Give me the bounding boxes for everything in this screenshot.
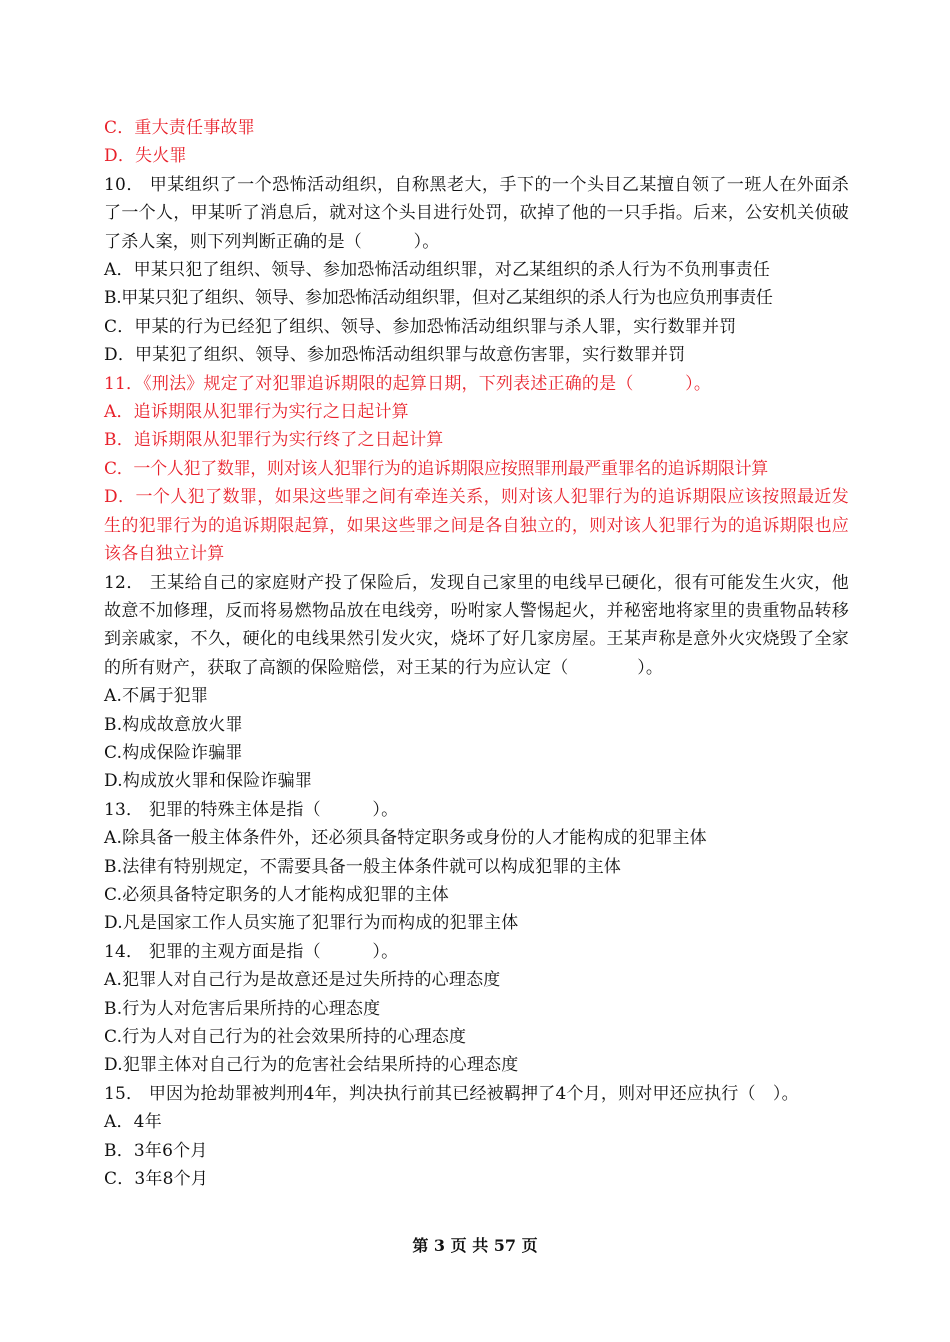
question-stem: 12． 王某给自己的家庭财产投了保险后，发现自己家里的电线早已硬化，很有可能发生火灾，他故意不加修理，反而将易燃物品放在电线旁，吩咐家人警惕起火，并秘密地将家里的贵重物品转移到亲戚家，不久，硬化的电线果然引发火灾，烧坏了好几家房屋。王某声称是意外火灾烧毁了全家的所有财产，获取了高额的保险赔偿，对王某的行为应认定（ ）。 — [104, 572, 849, 678]
option-c: C.必须具备特定职务的人才能构成犯罪的主体 — [104, 884, 450, 905]
page-number-footer: 第 3 页 共 57 页 — [412, 1236, 538, 1255]
question-11 — [104, 370, 849, 569]
option-b: B.构成故意放火罪 — [104, 714, 243, 735]
question-15 — [104, 1080, 849, 1194]
question-12 — [104, 569, 849, 796]
option-c: C．一个人犯了数罪，则对该人犯罪行为的追诉期限应按照罪刑最严重罪名的追诉期限计算 — [104, 458, 769, 479]
option-d: D．甲某犯了组织、领导、参加恐怖活动组织罪与故意伤害罪，实行数罪并罚 — [104, 345, 686, 366]
option-a: A.除具备一般主体条件外，还必须具备特定职务或身份的人才能构成的犯罪主体 — [104, 828, 707, 849]
option-d: D.凡是国家工作人员实施了犯罪行为而构成的犯罪主体 — [104, 913, 519, 934]
option-a: A．4年 — [104, 1112, 162, 1133]
option-c: C．3年8个月 — [104, 1169, 209, 1190]
option-b: B．追诉期限从犯罪行为实行终了之日起计算 — [104, 430, 444, 451]
question-14 — [104, 938, 849, 1080]
option-b: B.甲某只犯了组织、领导、参加恐怖活动组织罪，但对乙某组织的杀人行为也应负刑事责任 — [104, 288, 773, 309]
option-d: D．失火罪 — [104, 146, 187, 167]
option-c: C．甲某的行为已经犯了组织、领导、参加恐怖活动组织罪与杀人罪，实行数罪并罚 — [104, 316, 737, 337]
question-stem: 15． 甲因为抢劫罪被判刑4年，判决执行前其已经被羁押了4个月，则对甲还应执行（ ）。 — [104, 1083, 799, 1104]
option-a: A.犯罪人对自己行为是故意还是过失所持的心理态度 — [104, 970, 501, 991]
question-stem: 11．《刑法》规定了对犯罪追诉期限的起算日期，下列表述正确的是（ ）。 — [104, 373, 712, 394]
option-d: D.犯罪主体对自己行为的危害社会结果所持的心理态度 — [104, 1055, 519, 1076]
option-c: C.构成保险诈骗罪 — [104, 742, 243, 763]
option-a: A.不属于犯罪 — [104, 686, 209, 707]
option-b: B．3年6个月 — [104, 1140, 208, 1161]
question-9-tail — [104, 114, 849, 171]
option-b: B.行为人对危害后果所持的心理态度 — [104, 998, 381, 1019]
question-stem: 14． 犯罪的主观方面是指（ ）。 — [104, 941, 399, 962]
question-stem: 10． 甲某组织了一个恐怖活动组织，自称黑老大，手下的一个头目乙某擅自领了一班人在外面杀了一个人，甲某听了消息后，就对这个头目进行处罚，砍掉了他的一只手指。后来，公安机关侦破了杀人案，则下列判断正确的是（ ）。 — [104, 174, 849, 252]
option-c: C.行为人对自己行为的社会效果所持的心理态度 — [104, 1027, 467, 1047]
option-d: D.构成放火罪和保险诈骗罪 — [104, 771, 313, 792]
option-d: D．一个人犯了数罪，如果这些罪之间有牵连关系，则对该人犯罪行为的追诉期限应该按照最近发生的犯罪行为的追诉期限起算，如果这些罪之间是各自独立的，则对该人犯罪行为的追诉期限也应该各自独立计算 — [104, 487, 849, 565]
question-10 — [104, 171, 849, 370]
option-b: B.法律有特别规定，不需要具备一般主体条件就可以构成犯罪的主体 — [104, 856, 622, 877]
question-13 — [104, 796, 849, 938]
option-c: C．重大责任事故罪 — [104, 118, 255, 138]
document-page — [104, 114, 849, 1193]
option-a: A．甲某只犯了组织、领导、参加恐怖活动组织罪，对乙某组织的杀人行为不负刑事责任 — [104, 260, 771, 281]
question-stem: 13． 犯罪的特殊主体是指（ ）。 — [104, 799, 399, 820]
option-a: A．追诉期限从犯罪行为实行之日起计算 — [104, 402, 409, 423]
